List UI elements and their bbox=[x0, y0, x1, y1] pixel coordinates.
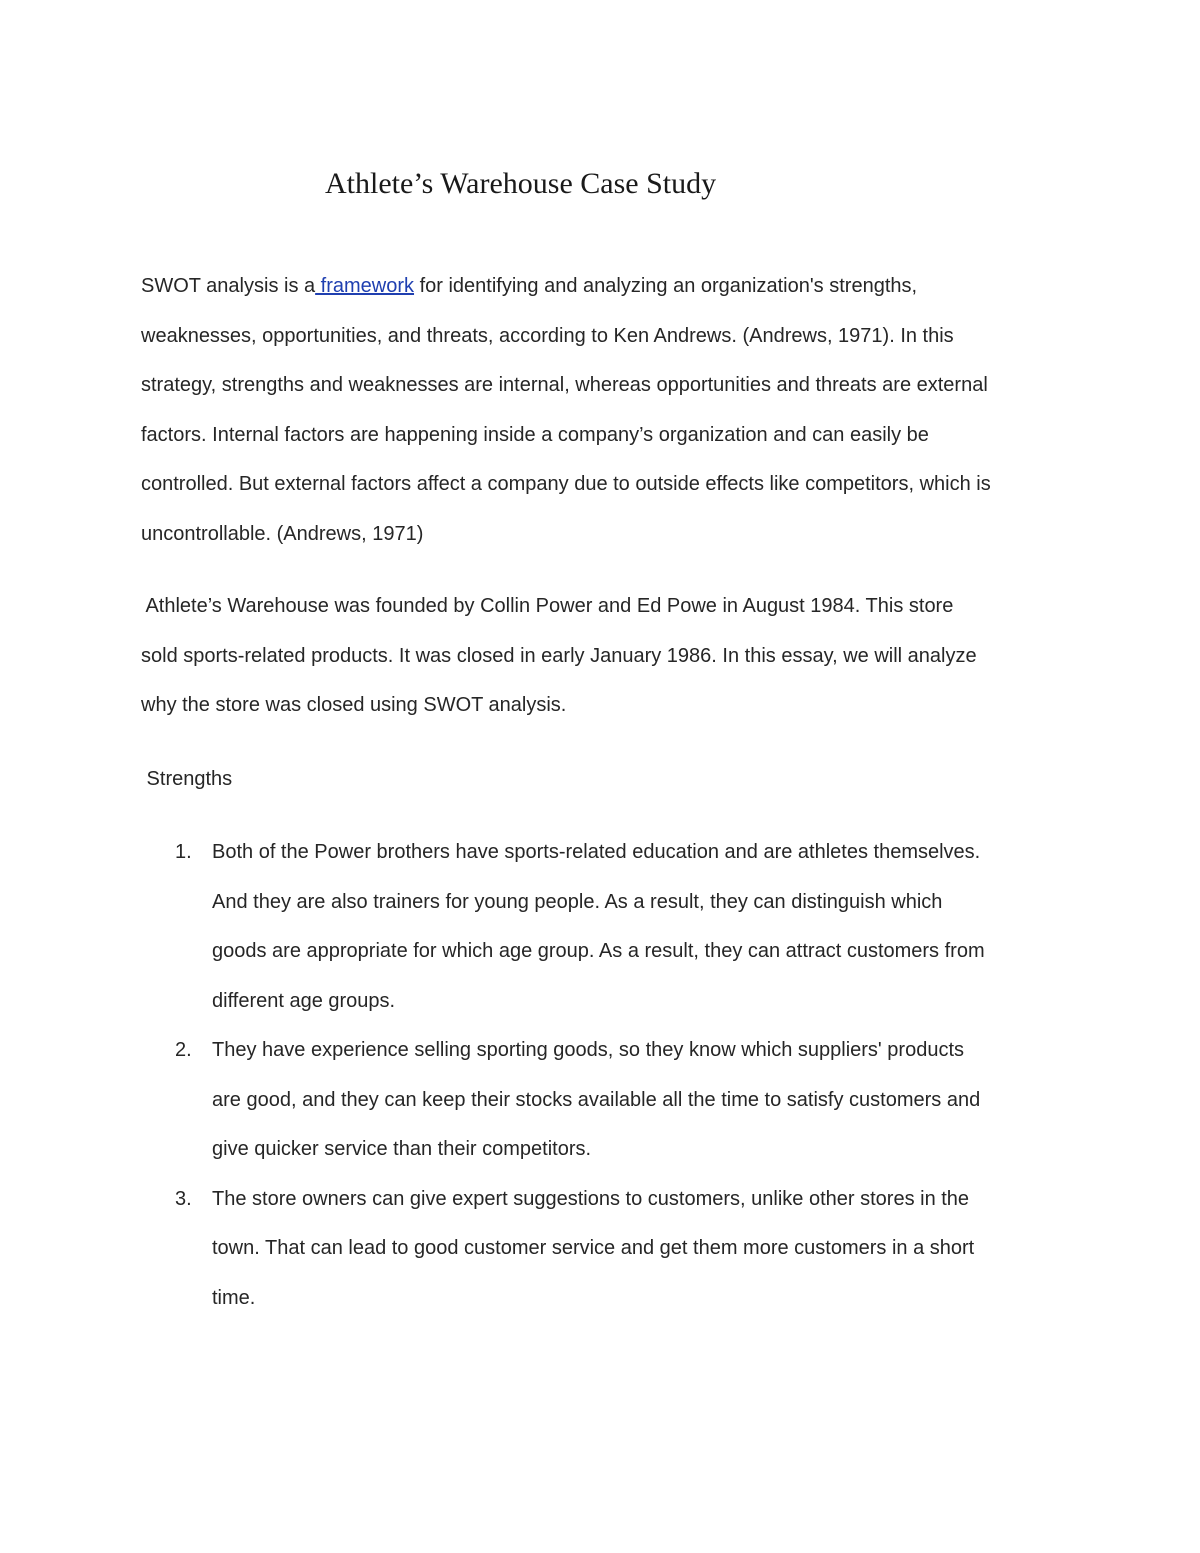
list-item-line: town. That can lead to good customer service and get them more customers in a short bbox=[212, 1237, 975, 1259]
intro-line: strategy, strengths and weaknesses are internal, whereas opportunities and threats are external bbox=[141, 374, 988, 396]
list-item-number: 2. bbox=[175, 1039, 192, 1061]
intro-line-1 bbox=[141, 262, 1081, 312]
strengths-list bbox=[175, 828, 1075, 1323]
list-item-line: give quicker service than their competitors. bbox=[212, 1138, 592, 1160]
list-item-line: And they are also trainers for young people. As a result, they can distinguish which bbox=[212, 890, 943, 913]
background-line: sold sports-related products. It was closed in early January 1986. In this essay, we will analyze bbox=[141, 644, 977, 667]
list-item bbox=[175, 1026, 1075, 1175]
intro-line-1-start: SWOT analysis is a bbox=[141, 275, 316, 297]
framework-link[interactable]: framework bbox=[315, 275, 415, 297]
intro-line: weaknesses, opportunities, and threats, according to Ken Andrews. (Andrews, 1971). In this bbox=[141, 324, 954, 347]
strengths-heading: Strengths bbox=[141, 768, 233, 790]
intro-paragraph bbox=[141, 262, 1081, 559]
list-item-line: are good, and they can keep their stocks available all the time to satisfy customers and bbox=[212, 1088, 981, 1111]
intro-line-1-end: for identifying and analyzing an organization's strengths, bbox=[414, 275, 918, 297]
list-item-number: 3. bbox=[175, 1187, 192, 1210]
list-item bbox=[175, 828, 1075, 1026]
intro-line: factors. Internal factors are happening inside a company’s organization and can easily be bbox=[141, 423, 929, 446]
background-line: why the store was closed using SWOT analysis. bbox=[141, 694, 567, 716]
list-item-line: Both of the Power brothers have sports-related education and are athletes themselves. bbox=[212, 841, 981, 863]
list-item-line: They have experience selling sporting goods, so they know which suppliers' products bbox=[212, 1039, 965, 1061]
document-title: Athlete’s Warehouse Case Study bbox=[325, 167, 717, 200]
list-item-line: different age groups. bbox=[212, 989, 396, 1012]
list-item-number: 1. bbox=[175, 841, 192, 863]
list-item-line: time. bbox=[212, 1286, 256, 1309]
list-item bbox=[175, 1175, 1075, 1324]
intro-line: uncontrollable. (Andrews, 1971) bbox=[141, 522, 424, 545]
list-item-line: The store owners can give expert suggestions to customers, unlike other stores in the bbox=[212, 1187, 970, 1210]
intro-line: controlled. But external factors affect a company due to outside effects like competitors, which is bbox=[141, 473, 991, 495]
background-line: Athlete’s Warehouse was founded by Collin Power and Ed Powe in August 1984. This store bbox=[141, 595, 954, 617]
list-item-line: goods are appropriate for which age group. As a result, they can attract customers from bbox=[212, 940, 985, 962]
background-paragraph bbox=[141, 582, 1081, 731]
